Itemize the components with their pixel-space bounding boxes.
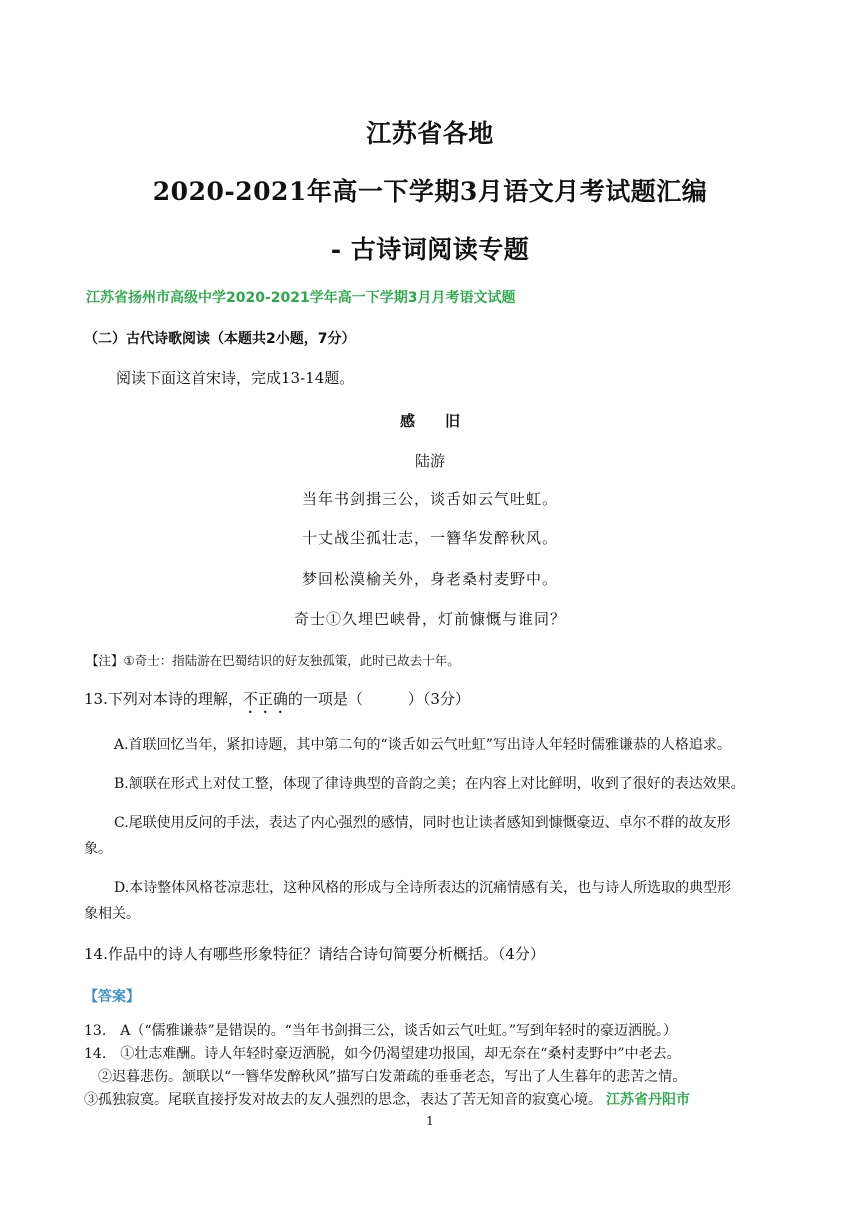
- option-d: D.本诗整体风格苍凉悲壮，这种风格的形成与全诗所表达的沉痛情感有关，也与诗人所选取的典型形: [114, 880, 732, 896]
- question-13-stem-end: 的一项是（ ）（3分）: [287, 690, 470, 708]
- question-13-stem-start: 13.下列对本诗的理解，: [84, 690, 243, 708]
- emphasis-not-correct: 不正确: [242, 690, 288, 708]
- option-c: C.尾联使用反问的手法，表达了内心强烈的感情，同时也让读者感知到慷慨豪迈、卓尔不群的故友形: [114, 815, 731, 831]
- answer-14-point-3-text: ③孤独寂寞。尾联直接抒发对故去的友人强烈的思念，表达了苦无知音的寂寞心境。: [84, 1092, 602, 1108]
- poem-line: 当年书剑揖三公，谈舌如云气吐虹。: [301, 490, 558, 508]
- title-line-2: 2020-2021年高一下学期3月语文月考试题汇编: [152, 177, 708, 206]
- section-heading: （二）古代诗歌阅读（本题共2小题，7分）: [84, 331, 356, 347]
- title-line-3: - 古诗词阅读专题: [330, 235, 530, 264]
- instruction-text: 阅读下面这首宋诗，完成13-14题。: [116, 369, 355, 387]
- option-c-continuation: 象。: [84, 841, 112, 857]
- option-d-continuation: 象相关。: [84, 906, 140, 922]
- page-number: 1: [426, 1114, 434, 1128]
- answer-13: 13. A（“儒雅谦恭”是错误的。“当年书剑揖三公，谈舌如云气吐虹。”写到年轻时的豪迈洒脱。）: [84, 1023, 678, 1039]
- title-line-1: 江苏省各地: [366, 119, 494, 148]
- answer-14-point-1: 14. ①壮志难酬。诗人年轻时豪迈洒脱，如今仍渴望建功报国，却无奈在“桑村麦野中”中老去。: [84, 1046, 681, 1062]
- poem-line: 奇士①久埋巴峡骨，灯前慷慨与谁同？: [293, 610, 566, 628]
- poem-line: 梦回松漠榆关外，身老桑村麦野中。: [301, 570, 558, 588]
- option-a: A.首联回忆当年，紧扣诗题，其中第二句的“谈舌如云气吐虹”写出诗人年轻时儒雅谦恭的人格追求。: [114, 737, 731, 753]
- poem-author: 陆游: [414, 452, 445, 470]
- question-14: 14.作品中的诗人有哪些形象特征？请结合诗句简要分析概括。（4分）: [84, 945, 545, 963]
- question-13-stem: [84, 688, 470, 717]
- option-b: B.颔联在形式上对仗工整，体现了律诗典型的音韵之美；在内容上对比鲜明，收到了很好的表达效果。: [114, 776, 745, 792]
- answer-label: 【答案】: [84, 989, 140, 1005]
- next-source-label: 江苏省丹阳市: [606, 1092, 690, 1108]
- answer-14-point-2: ②迟暮悲伤。颔联以“一簪华发醉秋风”描写白发萧疏的垂垂老态，写出了人生暮年的悲苦之情。: [84, 1069, 687, 1085]
- poem-title: 感 旧: [399, 412, 460, 430]
- poem-line: 十丈战尘孤壮志，一簪华发醉秋风。: [301, 529, 558, 547]
- footnote: 【注】①奇士：指陆游在巴蜀结识的好友独孤策，此时已故去十年。: [86, 653, 460, 668]
- answer-14-point-3: [84, 1089, 690, 1109]
- source-label: 江苏省扬州市高级中学2020-2021学年高一下学期3月月考语文试题: [86, 290, 516, 306]
